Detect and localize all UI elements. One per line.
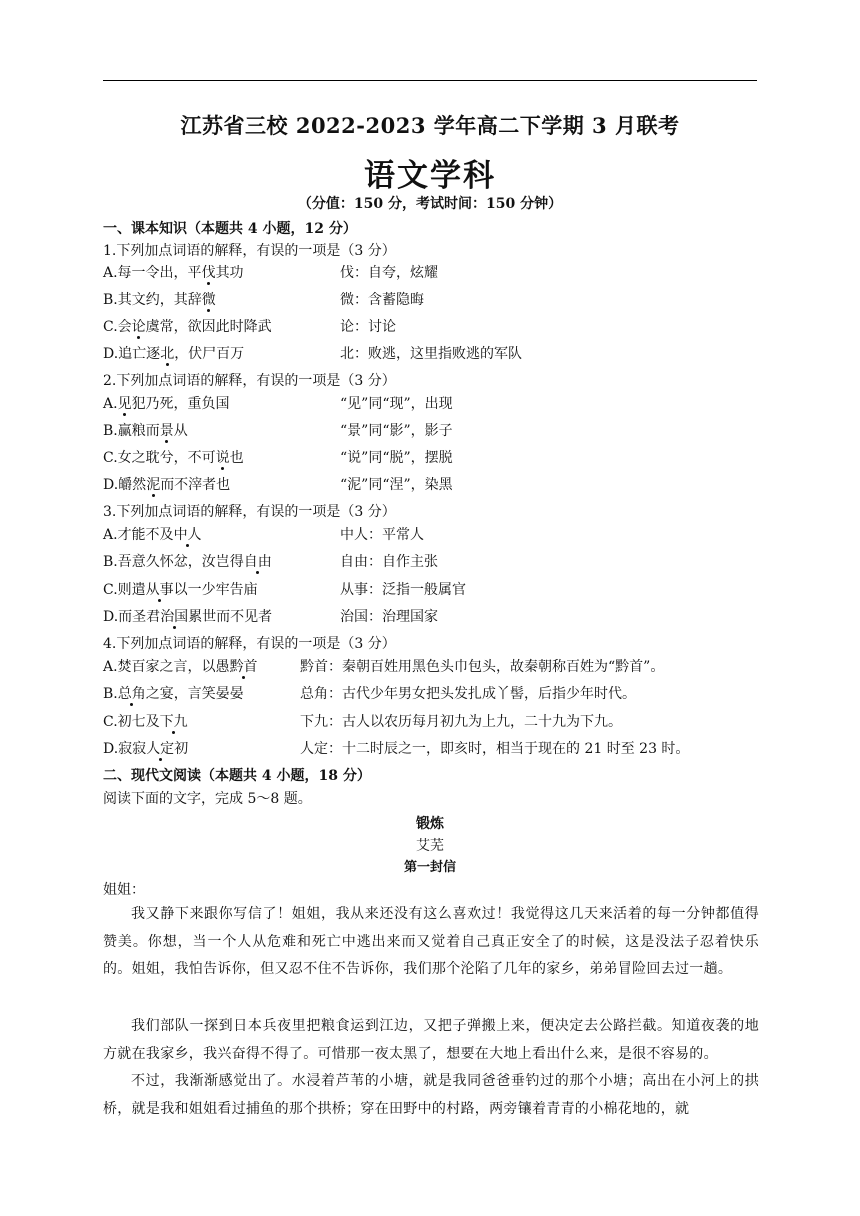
body-paragraph: 我们部队一探到日本兵夜里把粮食运到江边，又把子弹搬上来，便决定去公路拦截。知道夜袭的地方就在我家乡，我兴奋得不得了。可惜那一夜太黑了，想要在大地上看出什么来，是很不容易的。 bbox=[103, 1018, 759, 1062]
question-stem-2: 2.下列加点词语的解释，有误的一项是（3 分） bbox=[103, 373, 396, 389]
option-explanation: “景”同“影”，影子 bbox=[340, 423, 453, 439]
option-explanation: “见”同“现”，出现 bbox=[340, 396, 453, 412]
option-explanation: 人定：十二时辰之一，即亥时，相当于现在的 21 时至 23 时。 bbox=[300, 741, 690, 757]
reading-instruction: 阅读下面的文字，完成 5～8 题。 bbox=[103, 791, 312, 807]
article-author: 艾芜 bbox=[416, 838, 444, 854]
option-text: A.见犯乃死，重负国 bbox=[103, 396, 230, 412]
option-explanation: 从事：泛指一般属官 bbox=[340, 582, 466, 598]
option-text: B.赢粮而景从 bbox=[103, 423, 188, 439]
option-explanation: 下九：古人以农历每月初九为上九，二十九为下九。 bbox=[300, 714, 622, 730]
option-text: B.总角之宴，言笑晏晏 bbox=[103, 686, 244, 702]
option-text: C.女之耽兮，不可说也 bbox=[103, 450, 244, 466]
option-explanation: 伐：自夸，炫耀 bbox=[340, 265, 438, 281]
option-text: C.则遣从事以一少牢告庙 bbox=[103, 582, 258, 598]
article-title: 锻炼 bbox=[416, 816, 444, 832]
section2-heading: 二、现代文阅读（本题共 4 小题，18 分） bbox=[103, 768, 371, 784]
body-paragraph: 不过，我渐渐感觉出了。水浸着芦苇的小塘，就是我同爸爸垂钓过的那个小塘；高出在小河上的拱桥，就是我和姐姐看过捕鱼的那个拱桥；穿在田野中的村路，两旁镶着青青的小棉花地的，就 bbox=[103, 1073, 759, 1117]
option-explanation: 论：讨论 bbox=[340, 319, 396, 335]
exam-meta: （分值：150 分，考试时间：150 分钟） bbox=[297, 196, 563, 212]
header-rule bbox=[103, 80, 757, 81]
option-text: C.会论虞常，欲因此时降武 bbox=[103, 319, 272, 335]
option-explanation: “说”同“脱”，摆脱 bbox=[340, 450, 453, 466]
option-explanation: 中人：平常人 bbox=[340, 527, 424, 543]
option-explanation: 黔首：秦朝百姓用黑色头巾包头，故秦朝称百姓为“黔首”。 bbox=[300, 659, 665, 675]
exam-title: 江苏省三校 2022-2023 学年高二下学期 3 月联考 bbox=[180, 113, 680, 138]
option-explanation: 北：败逃，这里指败逃的军队 bbox=[340, 346, 522, 362]
question-stem-3: 3.下列加点词语的解释，有误的一项是（3 分） bbox=[103, 504, 396, 520]
option-text: A.才能不及中人 bbox=[103, 527, 202, 543]
option-text: D.追亡逐北，伏尸百万 bbox=[103, 346, 245, 362]
option-text: B.其文约，其辞微 bbox=[103, 292, 216, 308]
option-text: B.吾意久怀忿，汝岂得自由 bbox=[103, 554, 272, 570]
body-paragraph: 我又静下来跟你写信了！姐姐，我从来还没有这么喜欢过！我觉得这几天来活着的每一分钟都值得赞美。你想，当一个人从危难和死亡中逃出来而又觉着自己真正安全了的时候，这是没法子忍着快乐的。姐姐，我怕告诉你，但又忍不住不告诉你，我们那个沦陷了几年的家乡，弟弟冒险回去过一趟。 bbox=[103, 906, 759, 977]
option-explanation: 总角：古代少年男女把头发扎成丫髻，后指少年时代。 bbox=[300, 686, 636, 702]
option-text: D.寂寂人定初 bbox=[103, 741, 189, 757]
subject-title: 语文学科 bbox=[364, 158, 496, 194]
option-text: D.而圣君治国累世而不见者 bbox=[103, 609, 273, 625]
section1-heading: 一、课本知识（本题共 4 小题，12 分） bbox=[103, 221, 357, 237]
option-explanation: 自由：自作主张 bbox=[340, 554, 438, 570]
option-text: D.皭然泥而不滓者也 bbox=[103, 477, 231, 493]
option-explanation: 微：含蓄隐晦 bbox=[340, 292, 424, 308]
option-text: A.每一令出，平伐其功 bbox=[103, 265, 244, 281]
question-stem-1: 1.下列加点词语的解释，有误的一项是（3 分） bbox=[103, 243, 396, 259]
option-text: C.初七及下九 bbox=[103, 714, 188, 730]
letter-title: 第一封信 bbox=[403, 860, 456, 875]
letter-salutation: 姐姐： bbox=[103, 882, 145, 898]
option-text: A.焚百家之言，以愚黔首 bbox=[103, 659, 258, 675]
option-explanation: “泥”同“涅”，染黑 bbox=[340, 477, 453, 493]
question-stem-4: 4.下列加点词语的解释，有误的一项是（3 分） bbox=[103, 636, 396, 652]
option-explanation: 治国：治理国家 bbox=[340, 609, 438, 625]
